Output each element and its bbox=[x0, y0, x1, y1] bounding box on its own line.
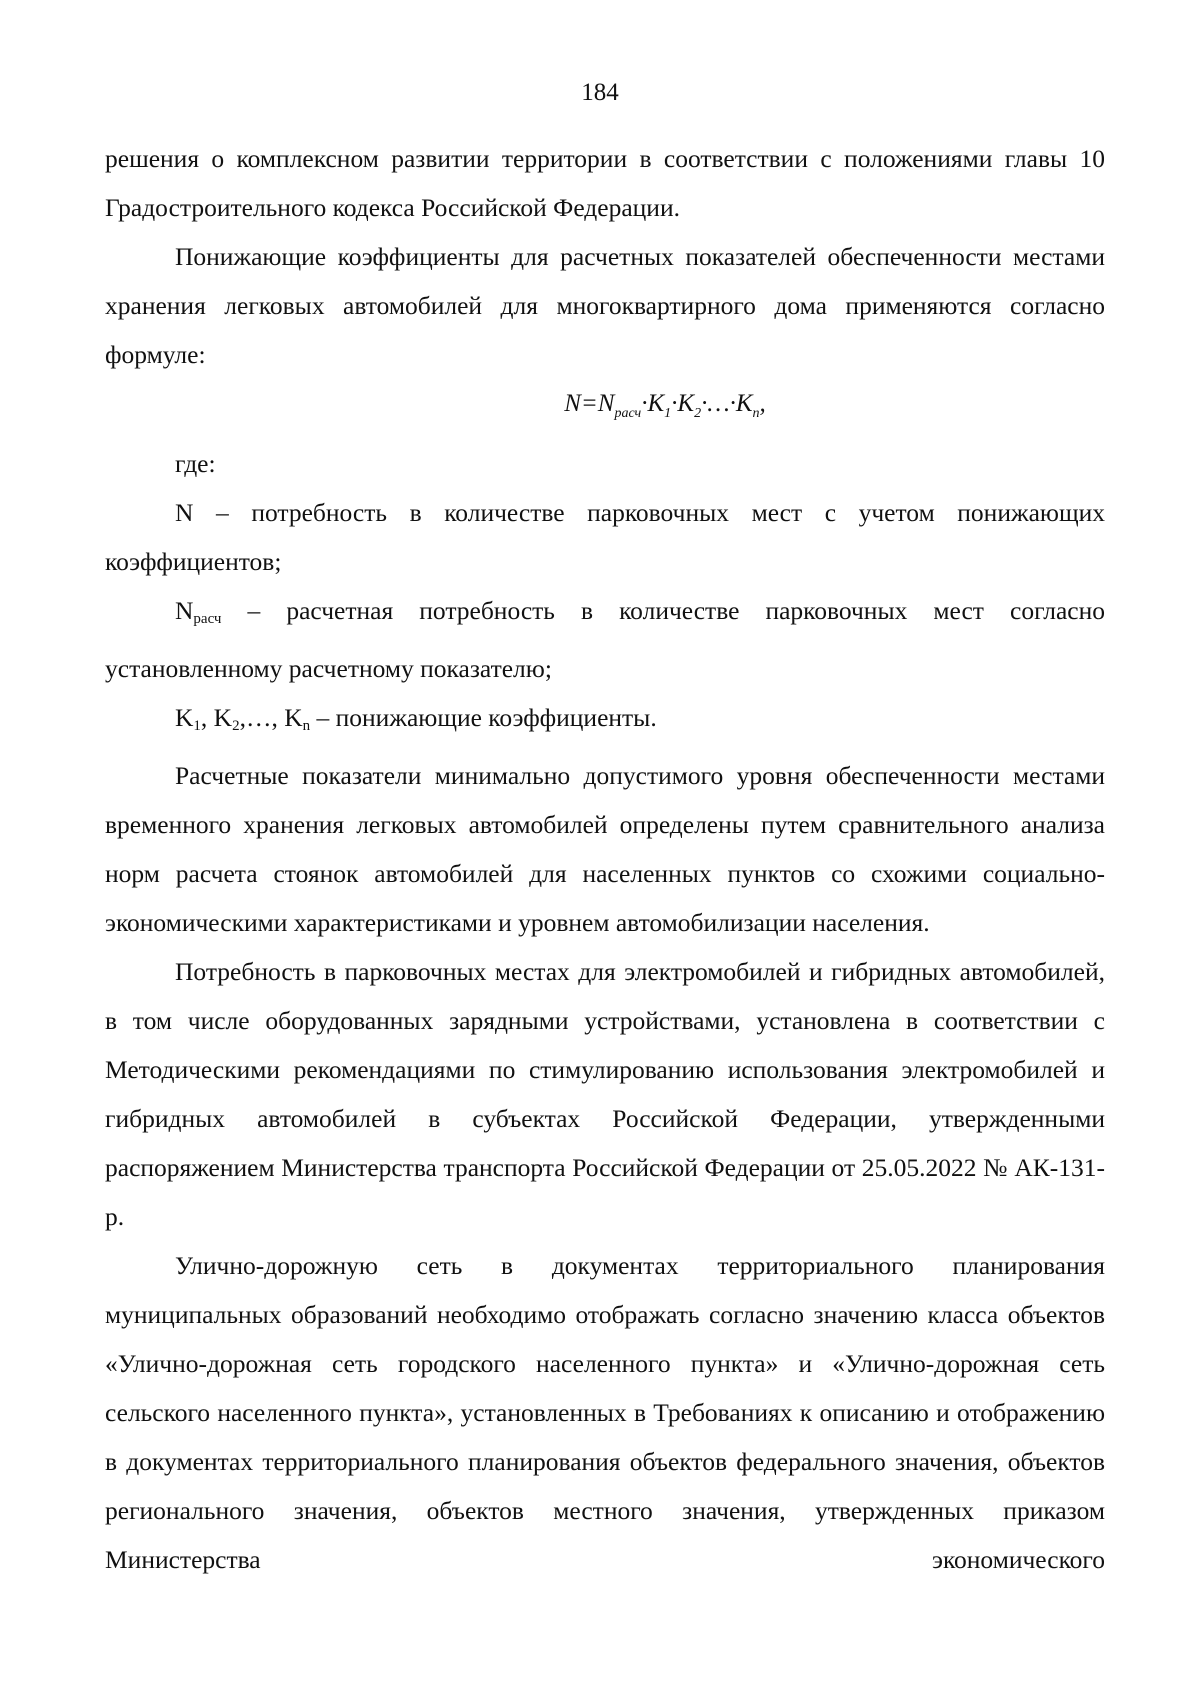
definition-k2-sub: 2 bbox=[232, 718, 240, 734]
definition-sep2: ,…, bbox=[239, 703, 285, 732]
definition-k1-sub: 1 bbox=[193, 718, 201, 734]
formula-k2: K bbox=[677, 390, 695, 417]
paragraph-road-network: Улично-дорожную сеть в документах территориального планирования муниципальных образований необходимо отображать согласно значению класса объектов «Улично-дорожная сеть городского населенного пункта» и «Улично-дорожная сеть сельского населенного пункта», установленных в Требованиях к описанию и отображению в документах территориального планирования объектов федерального значения, объектов регионального значения, объектов местного значения, утвержденных приказом Министерства экономического bbox=[105, 1251, 1105, 1574]
definition-k2: K bbox=[213, 703, 233, 732]
formula-eq: = bbox=[580, 390, 598, 417]
formula-lhs: N bbox=[564, 390, 581, 417]
formula bbox=[105, 379, 1105, 439]
formula-dot: · bbox=[671, 390, 678, 417]
formula-dot: · bbox=[641, 390, 648, 417]
formula-k1: K bbox=[647, 390, 665, 417]
formula-kn: K bbox=[735, 390, 753, 417]
formula-dot: · bbox=[701, 390, 708, 417]
definition-kn-sub: n bbox=[302, 718, 311, 734]
document-body bbox=[105, 134, 1105, 1584]
formula-ellipsis: … bbox=[707, 390, 730, 417]
definition-n-rasch-sub: расч bbox=[193, 611, 222, 627]
definition-kn: K bbox=[284, 703, 303, 732]
definition-sep1: , bbox=[200, 703, 214, 732]
definition-n-rasch-symbol: N bbox=[175, 596, 194, 625]
definition-n-rasch-text: – расчетная потребность в количестве парковочных мест согласно установленному расчетному показателю; bbox=[105, 596, 1105, 683]
formula-k1-sub: 1 bbox=[664, 406, 672, 421]
formula-n-sub: расч bbox=[614, 406, 642, 421]
paragraph-reduction-coefficients: Понижающие коэффициенты для расчетных показателей обеспеченности местами хранения легковых автомобилей для многоквартирного дома применяются согласно формуле: bbox=[105, 242, 1105, 369]
paragraph-continuation: решения о комплексном развитии территории в соответствии с положениями главы 10 Градостроительного кодекса Российской Федерации. bbox=[105, 144, 1105, 222]
definition-n: N – потребность в количестве парковочных мест с учетом понижающих коэффициентов; bbox=[105, 498, 1105, 576]
formula-k2-sub: 2 bbox=[694, 406, 702, 421]
definition-n-rasch bbox=[105, 586, 1105, 693]
definition-k-text: – понижающие коэффициенты. bbox=[310, 703, 657, 732]
definition-k bbox=[105, 693, 1105, 751]
formula-kn-sub: n bbox=[752, 406, 760, 421]
formula-comma: , bbox=[759, 390, 766, 417]
formula-dot: · bbox=[729, 390, 736, 417]
paragraph-calculation-indicators: Расчетные показатели минимально допустимого уровня обеспеченности местами временного хранения легковых автомобилей определены путем сравнительного анализа норм расчета стоянок автомобилей для населенных пунктов со схожими социально-экономическими характеристиками и уровнем автомобилизации населения. bbox=[105, 761, 1105, 937]
paragraph-electric-vehicles: Потребность в парковочных местах для электромобилей и гибридных автомобилей, в том числе оборудованных зарядными устройствами, установлена в соответствии с Методическими рекомендациями по стимулированию использования электромобилей и гибридных автомобилей в субъектах Российской Федерации, утвержденными распоряжением Министерства транспорта Российской Федерации от 25.05.2022 № АК-131-р. bbox=[105, 957, 1105, 1231]
formula-n: N bbox=[597, 390, 615, 417]
paragraph-where: где: bbox=[175, 449, 216, 478]
page-number: 184 bbox=[581, 79, 619, 106]
definition-k1: K bbox=[175, 703, 194, 732]
